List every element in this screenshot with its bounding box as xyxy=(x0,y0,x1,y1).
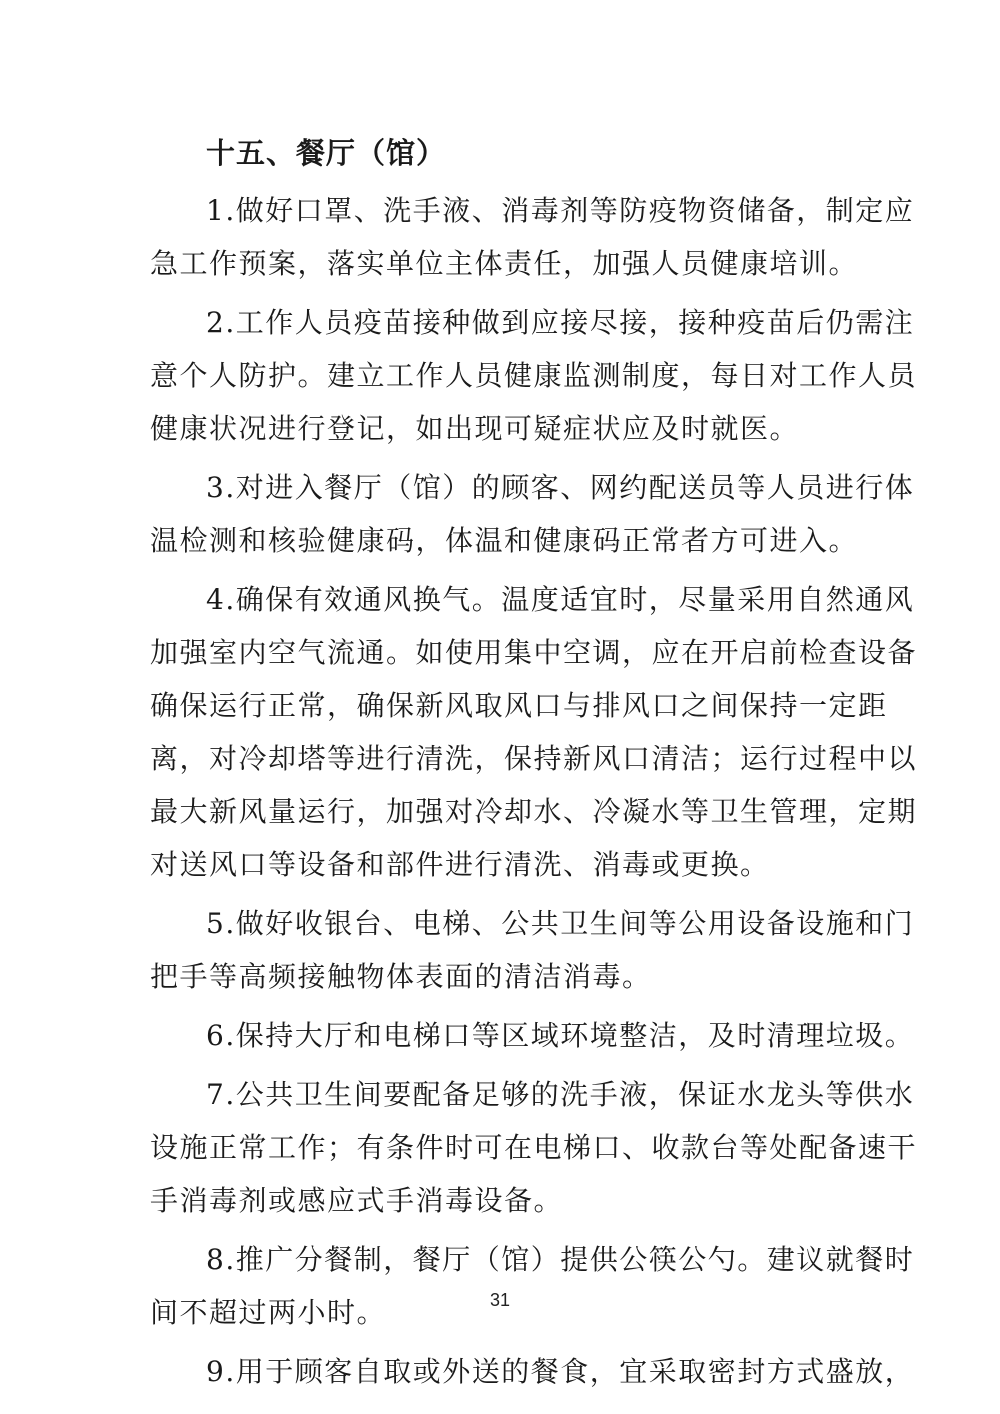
paragraph-line: 加强室内空气流通。如使用集中空调，应在开启前检查设备 xyxy=(150,636,918,669)
paragraph xyxy=(150,296,918,455)
paragraph-line: 急工作预案，落实单位主体责任，加强人员健康培训。 xyxy=(150,247,859,280)
paragraph xyxy=(150,1009,915,1062)
paragraph xyxy=(150,1233,915,1339)
paragraph xyxy=(150,1345,915,1398)
paragraph-line: 意个人防护。建立工作人员健康监测制度，每日对工作人员 xyxy=(150,359,918,392)
paragraph-line: 8.推广分餐制，餐厅（馆）提供公筷公勺。建议就餐时 xyxy=(206,1243,915,1276)
paragraph xyxy=(150,897,915,1003)
paragraph-line: 9.用于顾客自取或外送的餐食，宜采取密封方式盛放， xyxy=(206,1355,915,1388)
paragraph-line: 5.做好收银台、电梯、公共卫生间等公用设备设施和门 xyxy=(206,907,915,940)
paragraph-line: 手消毒剂或感应式手消毒设备。 xyxy=(150,1184,564,1217)
paragraph-line: 确保运行正常，确保新风取风口与排风口之间保持一定距 xyxy=(150,689,888,722)
section-heading: 十五、餐厅（馆） xyxy=(206,136,447,170)
paragraph-line: 最大新风量运行，加强对冷却水、冷凝水等卫生管理，定期 xyxy=(150,795,918,828)
paragraph-line: 对送风口等设备和部件进行清洗、消毒或更换。 xyxy=(150,848,770,881)
paragraph-line: 设施正常工作；有条件时可在电梯口、收款台等处配备速干 xyxy=(150,1131,918,1164)
paragraph-line: 间不超过两小时。 xyxy=(150,1296,387,1329)
paragraph-line: 1.做好口罩、洗手液、消毒剂等防疫物资储备，制定应 xyxy=(206,194,915,227)
paragraph-list xyxy=(150,184,918,1398)
paragraph-line: 3.对进入餐厅（馆）的顾客、网约配送员等人员进行体 xyxy=(206,471,915,504)
paragraph-line: 4.确保有效通风换气。温度适宜时，尽量采用自然通风 xyxy=(206,583,915,616)
page-number: 31 xyxy=(489,1290,511,1310)
paragraph xyxy=(150,184,915,290)
paragraph-line: 2.工作人员疫苗接种做到应接尽接，接种疫苗后仍需注 xyxy=(206,306,915,339)
paragraph xyxy=(150,461,915,567)
paragraph-line: 把手等高频接触物体表面的清洁消毒。 xyxy=(150,960,652,993)
paragraph xyxy=(150,1068,918,1227)
paragraph-line: 温检测和核验健康码，体温和健康码正常者方可进入。 xyxy=(150,524,859,557)
page-body xyxy=(150,130,918,1404)
paragraph xyxy=(150,573,918,891)
paragraph-line: 7.公共卫生间要配备足够的洗手液，保证水龙头等供水 xyxy=(206,1078,915,1111)
paragraph-line: 6.保持大厅和电梯口等区域环境整洁，及时清理垃圾。 xyxy=(206,1019,915,1052)
paragraph-line: 离，对冷却塔等进行清洗，保持新风口清洁；运行过程中以 xyxy=(150,742,918,775)
paragraph-line: 健康状况进行登记，如出现可疑症状应及时就医。 xyxy=(150,412,800,445)
